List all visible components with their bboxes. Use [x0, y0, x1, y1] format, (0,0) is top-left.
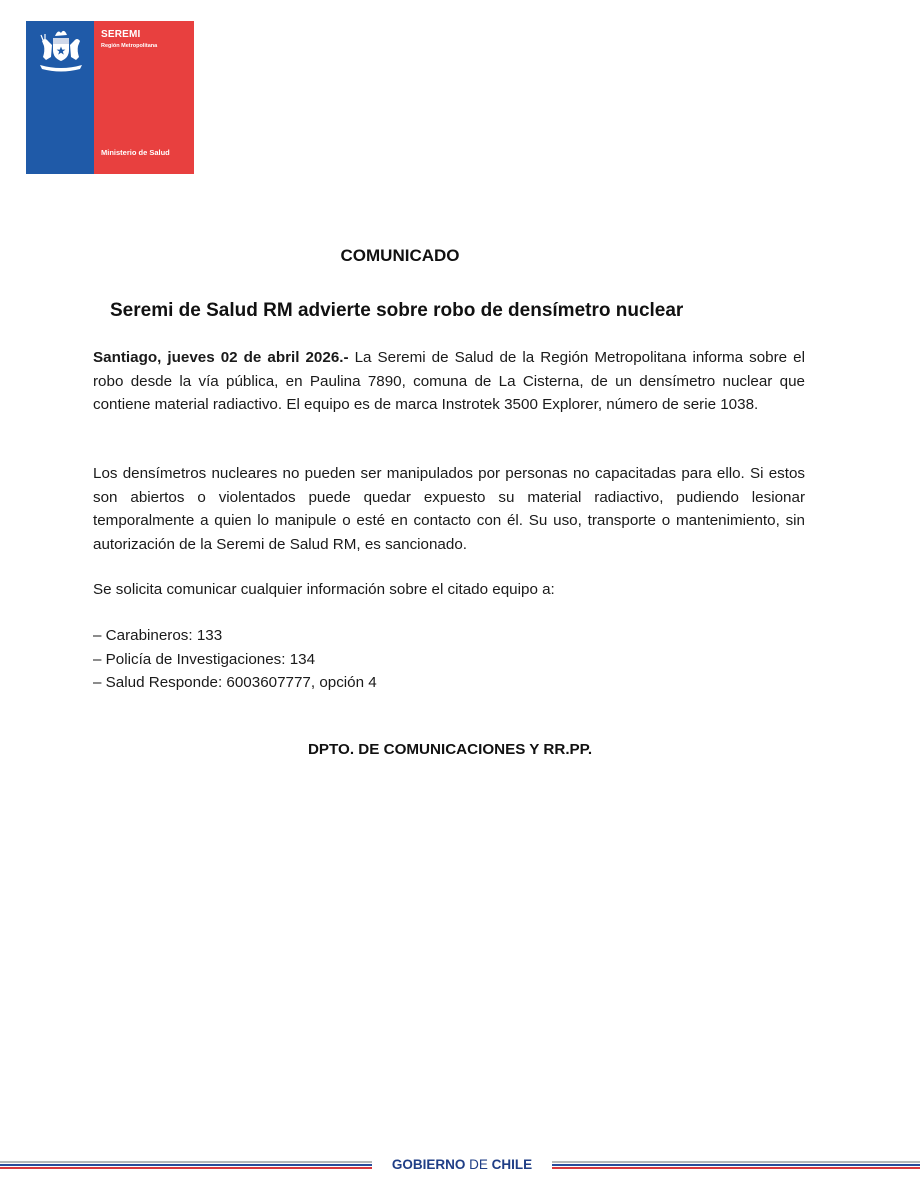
contact-item-pdi: – Policía de Investigaciones: 134 [93, 650, 316, 668]
footer [0, 1152, 920, 1180]
footer-text-de: DE [465, 1157, 492, 1172]
document-heading: COMUNICADO [340, 246, 460, 265]
document-subtitle: Seremi de Salud RM advierte sobre robo de densímetro nuclear [110, 300, 684, 321]
footer-text-gobierno: GOBIERNO [391, 1157, 466, 1172]
footer-stripes-left [0, 1161, 372, 1171]
contact-list [93, 624, 377, 695]
coat-of-arms-icon [34, 27, 88, 73]
paragraph-1-lead: Santiago, jueves 02 de abril 2026.- [93, 349, 349, 366]
footer-stripes-right [552, 1161, 920, 1171]
logo-seremi-text: SEREMI [101, 29, 141, 40]
contact-item-carabineros: – Carabineros: 133 [93, 627, 223, 644]
signature: DPTO. DE COMUNICACIONES Y RR.PP. [307, 741, 593, 758]
footer-gobierno-de-chile [372, 1157, 552, 1172]
logo-blue-panel [26, 21, 94, 174]
seremi-logo [26, 21, 194, 174]
logo-region-text: Región Metropolitana [101, 43, 158, 49]
paragraph-2: Los densímetros nucleares no pueden ser manipulados por personas no capacitadas para ello. Si estos son abiertos o violentados puede quedar expuesto su material radiactivo, pudiendo lesionar temporalmente a quien lo manipule o esté en contacto con él. Su uso, transporte o mantenimiento, sin autorización de la Seremi de Salud RM, es sancionado. [93, 465, 805, 553]
paragraph-3: Se solicita comunicar cualquier información sobre el citado equipo a: [93, 581, 555, 598]
footer-text-chile: CHILE [491, 1157, 533, 1172]
logo-ministerio-text: Ministerio de Salud [101, 148, 170, 157]
paragraph-1 [93, 346, 805, 417]
paragraph-1-text: La Seremi de Salud de la Región Metropolitana informa sobre el robo desde la vía pública, en Paulina 7890, comuna de La Cisterna, de un densímetro nuclear que contiene material radiactivo. El equipo es de marca Instrotek 3500 Explorer, número de serie 1038. [93, 349, 805, 413]
contact-item-salud-responde: – Salud Responde: 6003607777, opción 4 [93, 674, 377, 691]
logo-red-panel [94, 21, 194, 174]
